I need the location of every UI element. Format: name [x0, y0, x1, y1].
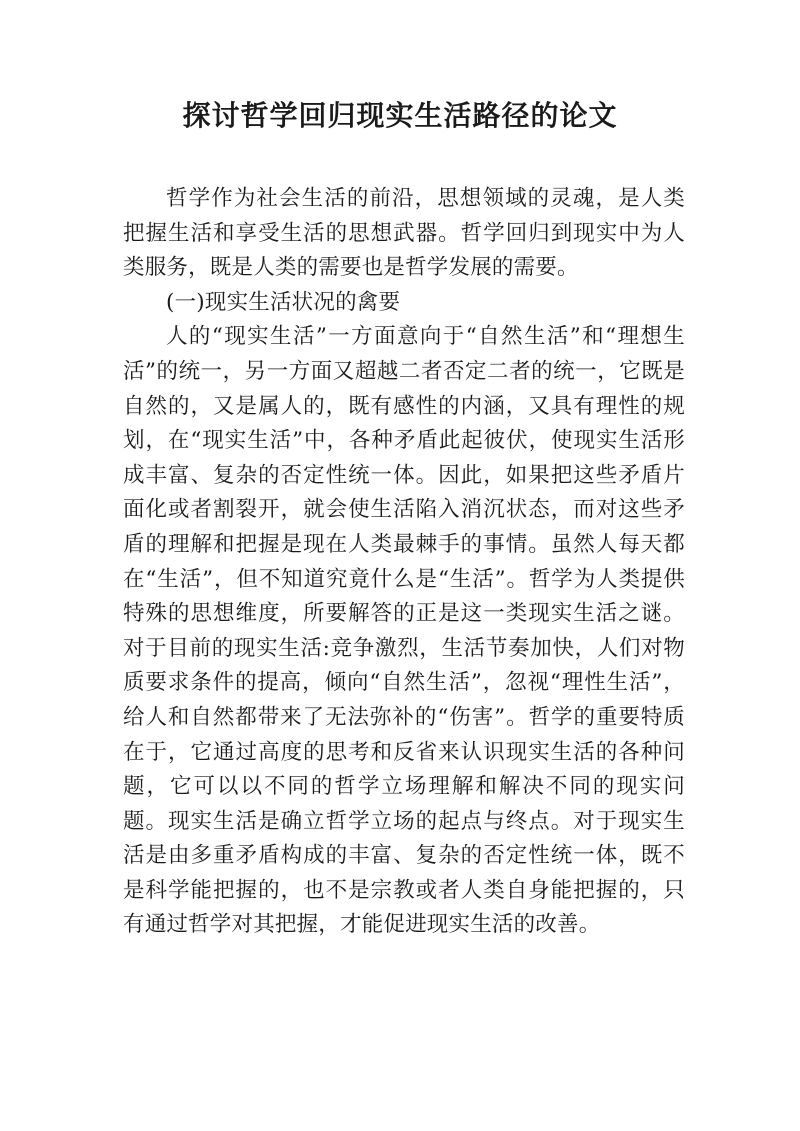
paragraph-intro: 哲学作为社会生活的前沿，思想领域的灵魂，是人类把握生活和享受生活的思想武器。哲学回归到现实中为人类服务，既是人类的需要也是哲学发展的需要。 — [123, 186, 685, 281]
paragraph-main: 人的“现实生活”一方面意向于“自然生活”和“理想生活”的统一，另一方面又超越二者否定二者的统一，它既是自然的，又是属人的，既有感性的内涵，又具有理性的规划，在“现实生活”中，各种矛盾此起彼伏，使现实生活形成丰富、复杂的否定性统一体。因此，如果把这些矛盾片面化或者割裂开，就会使生活陷入消沉状态，而对这些矛盾的理解和把握是现在人类最棘手的事情。虽然人每天都在“生活”，但不知道究竟什么是“生活”。哲学为人类提供特殊的思想维度，所要解答的正是这一类现实生活之谜。对于目前的现实生活:竞争激烈，生活节奏加快，人们对物质要求条件的提高，倾向“自然生活”，忽视“理性生活”，给人和自然都带来了无法弥补的“伤害”。哲学的重要特质在于，它通过高度的思考和反省来认识现实生活的各种问题，它可以以不同的哲学立场理解和解决不同的现实问题。现实生活是确立哲学立场的起点与终点。对于现实生活是由多重矛盾构成的丰富、复杂的否定性统一体，既不是科学能把握的，也不是宗教或者人类自身能把握的，只有通过哲学对其把握，才能促进现实生活的改善。 — [123, 324, 685, 938]
document-title: 探讨哲学回归现实生活路径的论文 — [182, 99, 618, 132]
section-heading: (一)现实生活状况的禽要 — [166, 289, 401, 315]
document-body — [123, 182, 685, 943]
